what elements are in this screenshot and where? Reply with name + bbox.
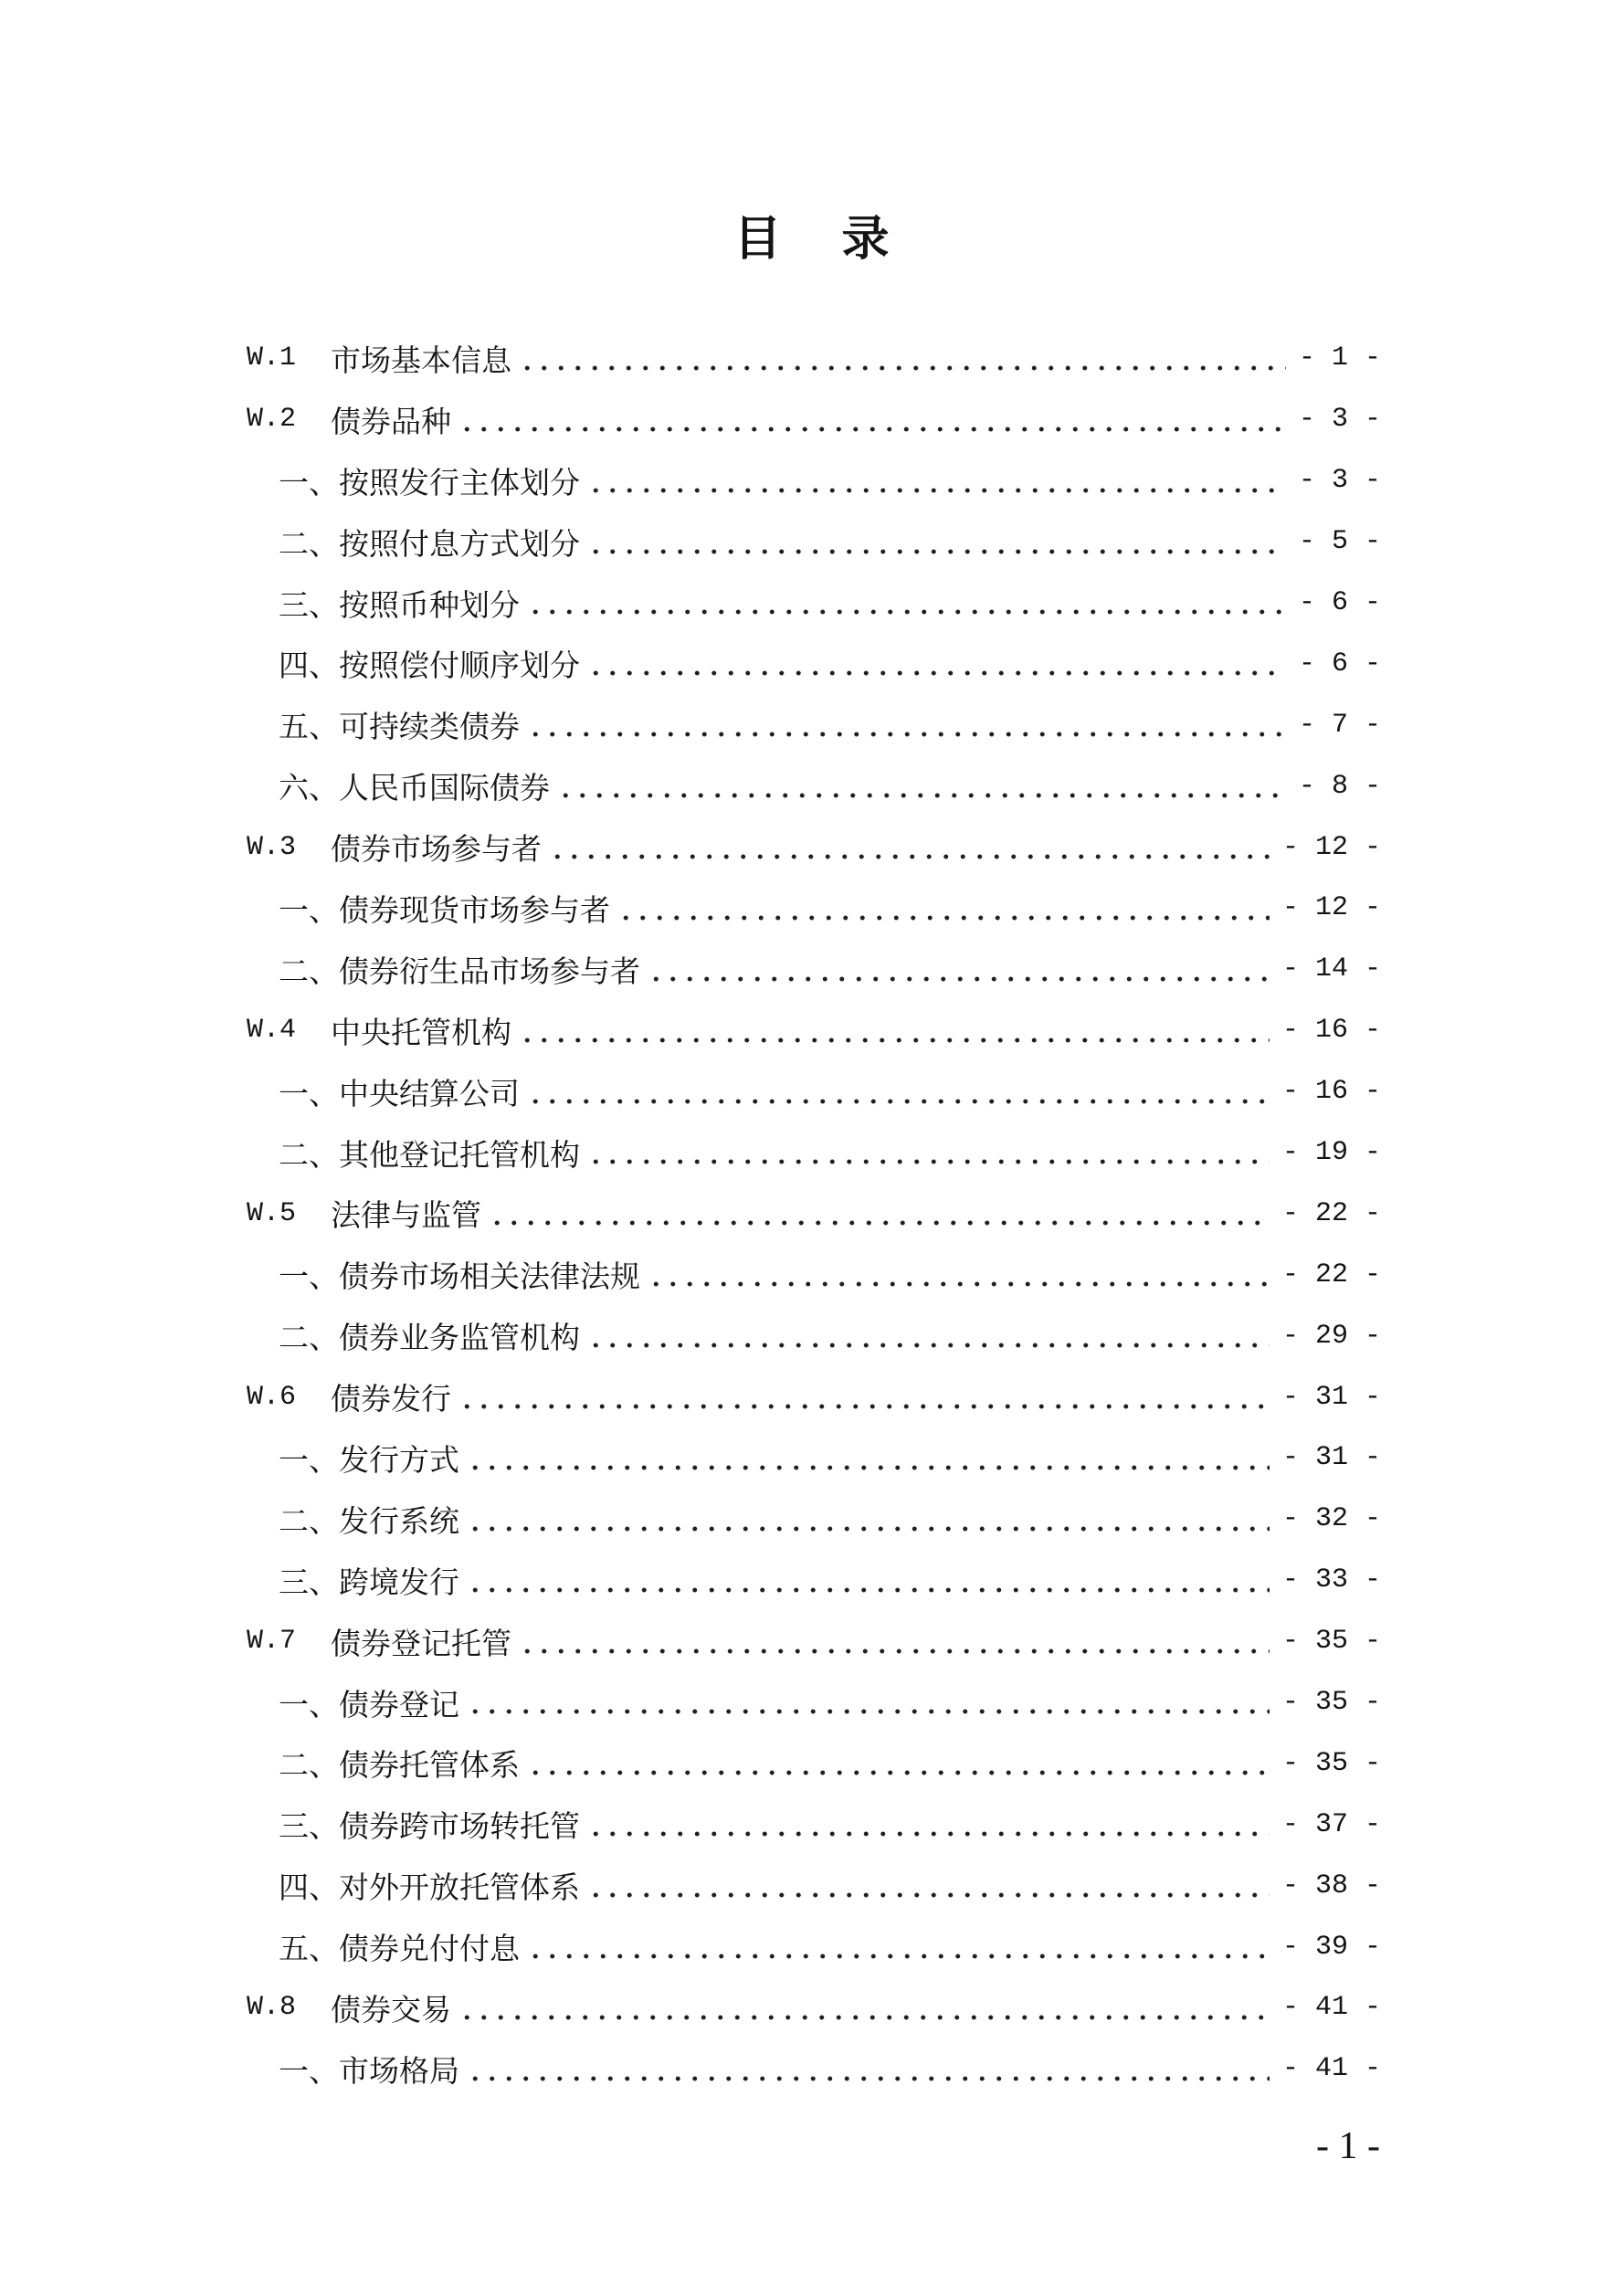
toc-entry-title: 一、债券现货市场参与者	[279, 891, 610, 928]
toc-entry-page: - 12 -	[1281, 892, 1381, 924]
toc-dot-leader	[519, 328, 1286, 389]
toc-entry-title: 二、其他登记托管机构	[279, 1136, 580, 1173]
toc-entry-title: 一、按照发行主体划分	[279, 464, 580, 500]
toc-entry-page: - 33 -	[1281, 1564, 1381, 1596]
toc-entry-title: 四、按照偿付顺序划分	[279, 648, 580, 684]
toc-entry-title: 三、跨境发行	[279, 1564, 459, 1600]
toc-dot-leader	[527, 1916, 1270, 1977]
toc-subsection-entry	[247, 633, 1381, 694]
toc-dot-leader	[489, 1183, 1270, 1244]
toc-entry-title: 五、可持续类债券	[279, 709, 520, 745]
toc-subsection-entry	[247, 1305, 1381, 1366]
toc-entry-title: 一、发行方式	[279, 1441, 459, 1478]
toc-entry-page: - 31 -	[1281, 1381, 1381, 1413]
toc-entry-page: - 32 -	[1281, 1503, 1381, 1535]
toc-entry-title: 市场基本信息	[331, 342, 511, 378]
toc-subsection-entry	[247, 1794, 1381, 1855]
toc-dot-leader	[648, 1244, 1270, 1305]
toc-entry-page: - 35 -	[1281, 1747, 1381, 1779]
toc-dot-leader	[549, 816, 1270, 878]
toc-entry-page: - 38 -	[1281, 1869, 1381, 1901]
toc-subsection-entry	[247, 939, 1381, 1000]
toc-entry-page: - 41 -	[1281, 2053, 1381, 2085]
toc-entry-number: W.4	[247, 1015, 297, 1047]
toc-dot-leader	[519, 1000, 1270, 1061]
toc-dot-leader	[557, 755, 1286, 816]
toc-subsection-entry	[247, 573, 1381, 634]
toc-subsection-entry	[247, 1550, 1381, 1611]
toc-subsection-entry	[247, 1855, 1381, 1916]
toc-entry-page: - 31 -	[1281, 1442, 1381, 1474]
toc-dot-leader	[458, 1977, 1270, 2038]
toc-subsection-entry	[247, 878, 1381, 939]
toc-entry-number: W.1	[247, 342, 297, 374]
toc-entry-page: - 7 -	[1298, 709, 1381, 741]
toc-entry-title: 债券交易	[331, 1991, 451, 2027]
toc-dot-leader	[458, 389, 1286, 450]
toc-subsection-entry	[247, 1489, 1381, 1550]
toc-entry-number: W.3	[247, 831, 297, 863]
toc-entry-page: - 29 -	[1281, 1320, 1381, 1352]
toc-entry-title: 一、中央结算公司	[279, 1075, 520, 1111]
toc-dot-leader	[458, 1366, 1270, 1427]
toc-entry-title: 二、债券衍生品市场参与者	[279, 953, 640, 989]
toc-entry-title: 一、市场格局	[279, 2052, 459, 2089]
toc-entry-number: W.2	[247, 404, 297, 436]
toc-entry-title: 一、债券登记	[279, 1686, 459, 1722]
toc-dot-leader	[617, 878, 1270, 939]
page-number: - 1 -	[1316, 2125, 1380, 2167]
toc-entry-page: - 1 -	[1298, 342, 1381, 374]
toc-section-entry	[247, 1366, 1381, 1427]
toc-entry-title: 三、债券跨市场转托管	[279, 1808, 580, 1845]
toc-dot-leader	[587, 1122, 1270, 1184]
toc-section-entry	[247, 328, 1381, 389]
toc-entry-page: - 6 -	[1298, 648, 1381, 679]
toc-subsection-entry	[247, 1916, 1381, 1977]
toc-entry-number: W.8	[247, 1992, 297, 2024]
toc-dot-leader	[527, 573, 1286, 634]
toc-subsection-entry	[247, 1672, 1381, 1733]
toc-dot-leader	[467, 1489, 1270, 1550]
toc-entry-number: W.5	[247, 1197, 297, 1229]
toc-entry-page: - 3 -	[1298, 404, 1381, 436]
toc-entry-page: - 5 -	[1298, 526, 1381, 558]
toc-entry-page: - 37 -	[1281, 1808, 1381, 1840]
toc-entry-page: - 19 -	[1281, 1137, 1381, 1169]
toc-entry-page: - 35 -	[1281, 1626, 1381, 1658]
toc-entry-page: - 14 -	[1281, 953, 1381, 985]
toc-section-entry	[247, 1000, 1381, 1061]
toc-entry-title: 法律与监管	[331, 1197, 481, 1234]
toc-dot-leader	[587, 633, 1286, 694]
toc-entry-title: 二、债券业务监管机构	[279, 1320, 580, 1356]
toc-entry-title: 债券市场参与者	[331, 831, 542, 868]
toc-dot-leader	[587, 1855, 1270, 1916]
toc-entry-page: - 35 -	[1281, 1687, 1381, 1719]
toc-section-entry	[247, 1977, 1381, 2038]
toc-section-entry	[247, 1183, 1381, 1244]
toc-dot-leader	[519, 1611, 1270, 1672]
toc-entry-title: 债券发行	[331, 1381, 451, 1417]
toc-subsection-entry	[247, 1061, 1381, 1122]
toc-entry-title: 一、债券市场相关法律法规	[279, 1259, 640, 1295]
toc-dot-leader	[467, 1550, 1270, 1611]
toc-subsection-entry	[247, 1427, 1381, 1489]
toc-subsection-entry	[247, 1244, 1381, 1305]
toc-subsection-entry	[247, 511, 1381, 573]
toc-entry-title: 五、债券兑付付息	[279, 1931, 520, 1967]
toc-dot-leader	[587, 511, 1286, 573]
toc-subsection-entry	[247, 450, 1381, 511]
toc-entry-title: 债券品种	[331, 403, 451, 439]
toc-dot-leader	[648, 939, 1270, 1000]
table-of-contents	[247, 328, 1381, 2100]
toc-entry-title: 二、发行系统	[279, 1502, 459, 1539]
toc-entry-title: 六、人民币国际债券	[279, 770, 550, 806]
toc-subsection-entry	[247, 694, 1381, 755]
toc-subsection-entry	[247, 2038, 1381, 2100]
toc-entry-page: - 12 -	[1281, 831, 1381, 863]
toc-entry-page: - 6 -	[1298, 587, 1381, 618]
toc-entry-page: - 8 -	[1298, 770, 1381, 802]
toc-subsection-entry	[247, 755, 1381, 816]
toc-dot-leader	[527, 1733, 1270, 1794]
toc-dot-leader	[467, 1672, 1270, 1733]
toc-entry-title: 三、按照币种划分	[279, 586, 520, 623]
toc-entry-title: 四、对外开放托管体系	[279, 1869, 580, 1906]
toc-subsection-entry	[247, 1733, 1381, 1794]
toc-dot-leader	[527, 694, 1286, 755]
toc-dot-leader	[467, 1427, 1270, 1489]
toc-entry-page: - 3 -	[1298, 465, 1381, 497]
toc-entry-page: - 16 -	[1281, 1076, 1381, 1108]
toc-entry-number: W.6	[247, 1381, 297, 1413]
page-title: 目 录	[733, 211, 890, 267]
toc-dot-leader	[587, 450, 1286, 511]
toc-entry-number: W.7	[247, 1626, 297, 1658]
toc-entry-title: 债券登记托管	[331, 1625, 511, 1661]
toc-dot-leader	[587, 1794, 1270, 1855]
toc-dot-leader	[527, 1061, 1270, 1122]
toc-entry-page: - 22 -	[1281, 1259, 1381, 1290]
toc-entry-page: - 41 -	[1281, 1992, 1381, 2024]
toc-section-entry	[247, 1611, 1381, 1672]
toc-section-entry	[247, 389, 1381, 450]
toc-section-entry	[247, 816, 1381, 878]
toc-dot-leader	[467, 2038, 1270, 2100]
toc-entry-page: - 16 -	[1281, 1015, 1381, 1047]
toc-dot-leader	[587, 1305, 1270, 1366]
toc-entry-title: 二、按照付息方式划分	[279, 525, 580, 562]
toc-entry-page: - 39 -	[1281, 1931, 1381, 1963]
toc-entry-page: - 22 -	[1281, 1197, 1381, 1229]
toc-entry-title: 二、债券托管体系	[279, 1747, 520, 1784]
toc-entry-title: 中央托管机构	[331, 1014, 511, 1050]
toc-subsection-entry	[247, 1122, 1381, 1184]
